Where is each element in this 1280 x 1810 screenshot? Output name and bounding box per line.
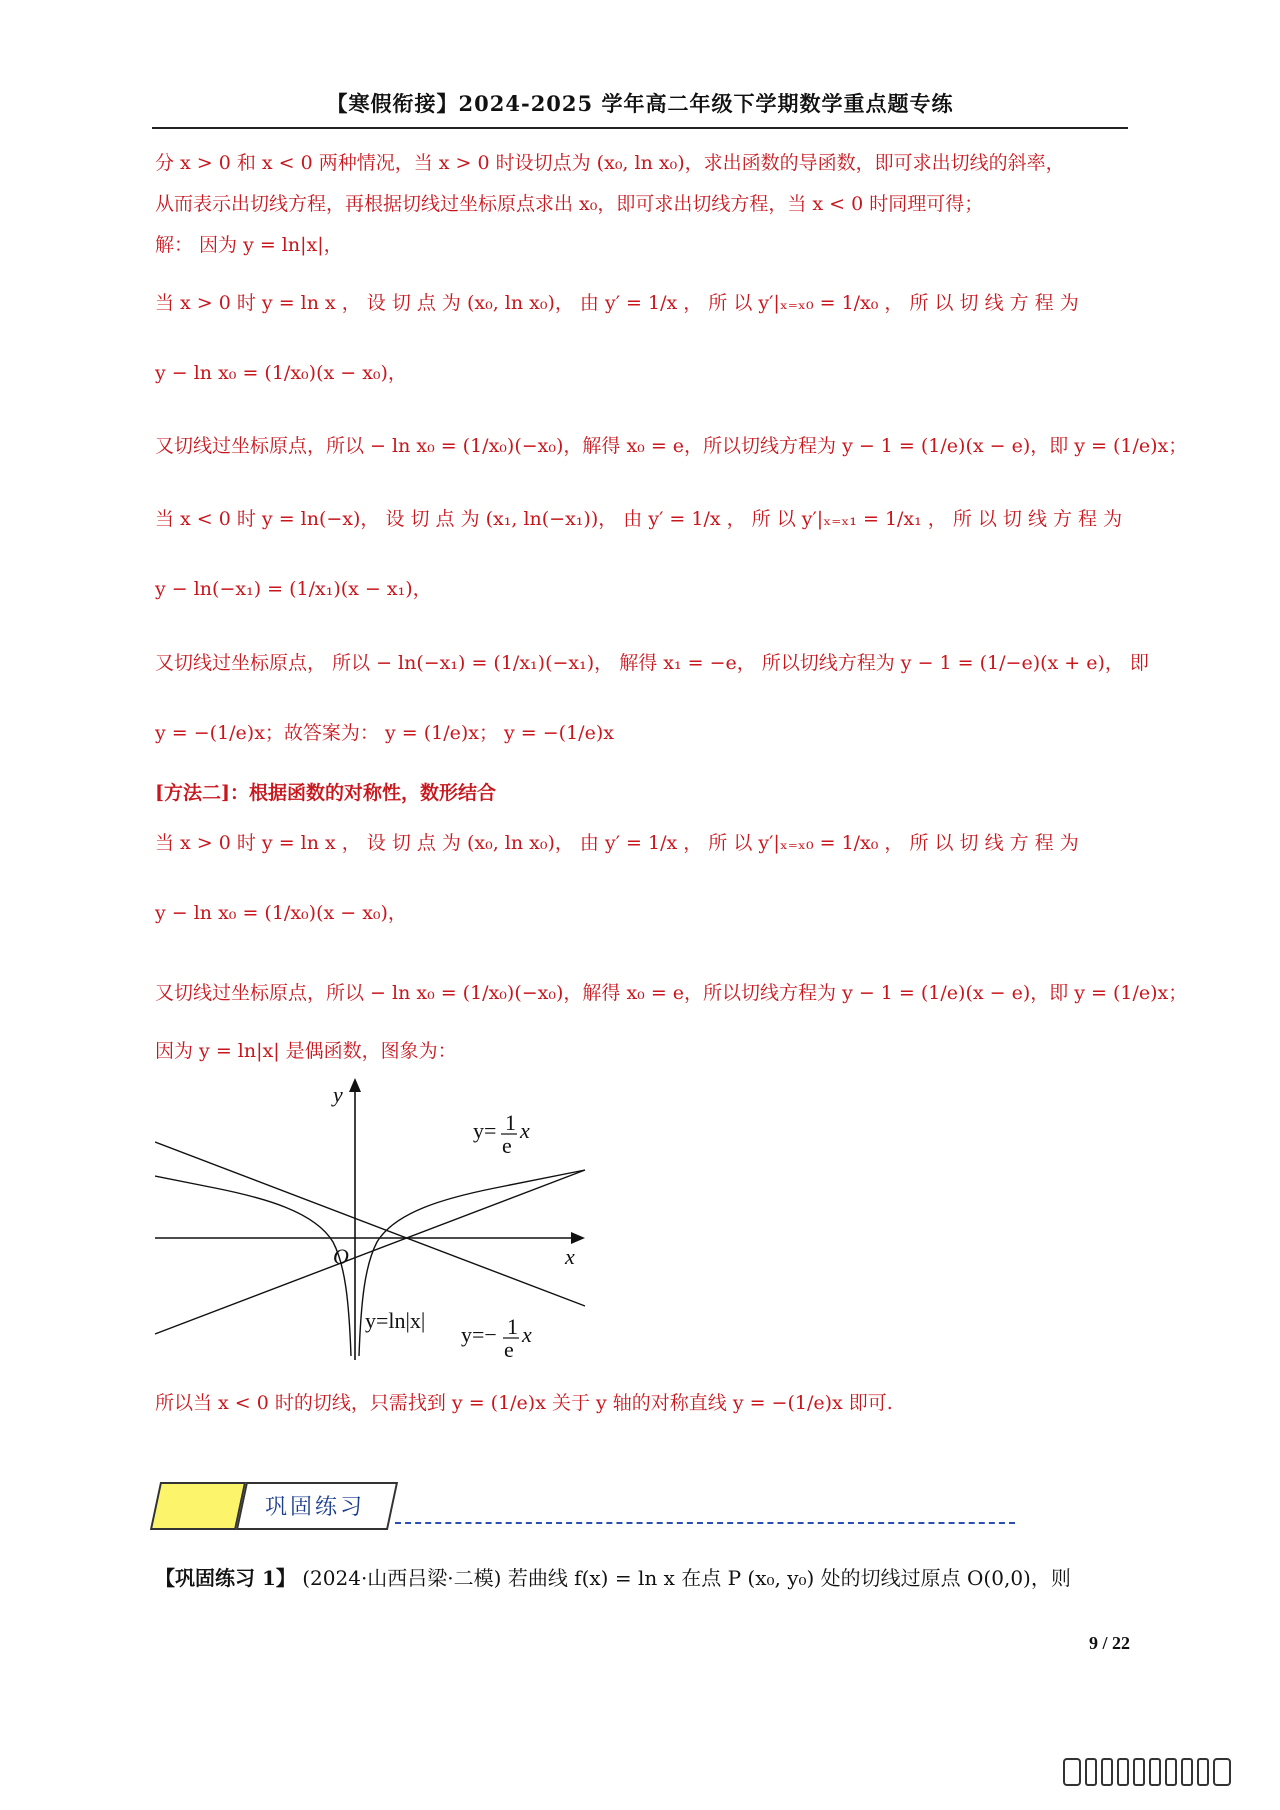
answer-line: y = −(1/e)x；故答案为： y = (1/e)x； y = −(1/e)x — [155, 722, 614, 744]
header-divider — [152, 127, 1128, 129]
section-title: 巩固练习 — [265, 1495, 366, 1520]
x-axis-arrow-icon — [571, 1232, 585, 1244]
case-positive-line-1: 当 x > 0 时 y = ln x ， 设 切 点 为 (x₀, ln x₀)， 由 y′ = 1/x ， 所 以 y′|ₓ₌ₓ₀ = 1/x₀ ， 所 以 切 线 方 程 为 — [155, 292, 1079, 314]
corner-logo-icon — [1060, 1755, 1260, 1791]
tangent-positive-frac-den: e — [502, 1133, 512, 1158]
page-header-title: 【寒假衔接】2024-2025 学年高二年级下学期数学重点题专练 — [326, 91, 954, 116]
solution-hint-line-1: 分 x > 0 和 x < 0 两种情况，当 x > 0 时设切点为 (x₀, ln x₀)，求出函数的导函数，即可求出切线的斜率， — [155, 152, 1065, 174]
solution-intro: 解： 因为 y = ln|x|， — [155, 234, 343, 256]
page-number: 9 / 22 — [1088, 1633, 1130, 1653]
case-negative-line-1: 当 x < 0 时 y = ln(−x)， 设 切 点 为 (x₁, ln(−x₁))， 由 y′ = 1/x ， 所 以 y′|ₓ₌ₓ₁ = 1/x₁ ， 所 以 切 线 方 程 为 — [155, 508, 1123, 530]
tangent-positive-x: x — [520, 1118, 530, 1143]
x-axis-label: x — [565, 1244, 575, 1269]
method-two-title: [方法二]：根据函数的对称性，数形结合 — [155, 782, 496, 804]
y-axis-arrow-icon — [349, 1078, 361, 1092]
tangent-negative-frac-den: e — [504, 1337, 514, 1360]
tangent-negative-frac-num: 1 — [507, 1314, 518, 1339]
conclusion-line: 所以当 x < 0 时的切线，只需找到 y = (1/e)x 关于 y 轴的对称直线 y = −(1/e)x 即可. — [155, 1392, 893, 1414]
section-yellow-tab — [150, 1482, 246, 1530]
tangent-positive-frac-num: 1 — [505, 1110, 516, 1135]
tangent-line-negative — [155, 1142, 585, 1306]
tangent-negative-x: x — [522, 1322, 532, 1347]
exercise-label: 【巩固练习 1】 — [155, 1566, 296, 1590]
curve-left-branch — [155, 1176, 351, 1356]
exercise-text: 若曲线 f(x) = ln x 在点 P (x₀, y₀) 处的切线过原点 O(0,0)，则 — [507, 1566, 1071, 1590]
origin-positive-line: 又切线过坐标原点，所以 − ln x₀ = (1/x₀)(−x₀)，解得 x₀ = e，所以切线方程为 y − 1 = (1/e)(x − e)，即 y = (1/e)x； — [155, 435, 1188, 457]
y-axis-label: y — [333, 1082, 343, 1107]
case-negative-line-2: y − ln(−x₁) = (1/x₁)(x − x₁)， — [155, 578, 432, 600]
exercise-item — [155, 1562, 1130, 1591]
section-banner — [155, 1480, 1015, 1530]
even-function-note: 因为 y = ln|x| 是偶函数，图象为： — [155, 1040, 457, 1062]
exercise-source: (2024·山西吕梁·二模) — [302, 1566, 502, 1590]
curve-label: y=ln|x| — [365, 1308, 426, 1333]
method-two-case-line-1: 当 x > 0 时 y = ln x ， 设 切 点 为 (x₀, ln x₀)， 由 y′ = 1/x ， 所 以 y′|ₓ₌ₓ₀ = 1/x₀ ， 所 以 切 线 方 程 为 — [155, 832, 1079, 854]
origin-label: O — [333, 1244, 349, 1269]
tangent-negative-label: y=− — [461, 1322, 497, 1347]
tangent-positive-label: y= — [473, 1118, 497, 1143]
method-two-origin-line: 又切线过坐标原点，所以 − ln x₀ = (1/x₀)(−x₀)，解得 x₀ = e，所以切线方程为 y − 1 = (1/e)(x − e)，即 y = (1/e)x； — [155, 982, 1188, 1004]
origin-negative-line: 又切线过坐标原点， 所以 − ln(−x₁) = (1/x₁)(−x₁)， 解得 x₁ = −e， 所以切线方程为 y − 1 = (1/−e)(x + e)， 即 — [155, 652, 1149, 674]
ln-abs-x-graph — [155, 1070, 595, 1360]
section-dash-line — [395, 1522, 1015, 1524]
case-positive-line-2: y − ln x₀ = (1/x₀)(x − x₀)， — [155, 362, 407, 384]
solution-hint-line-2: 从而表示出切线方程，再根据切线过坐标原点求出 x₀，即可求出切线方程，当 x < 0 时同理可得； — [155, 193, 984, 215]
method-two-case-line-2: y − ln x₀ = (1/x₀)(x − x₀)， — [155, 902, 407, 924]
